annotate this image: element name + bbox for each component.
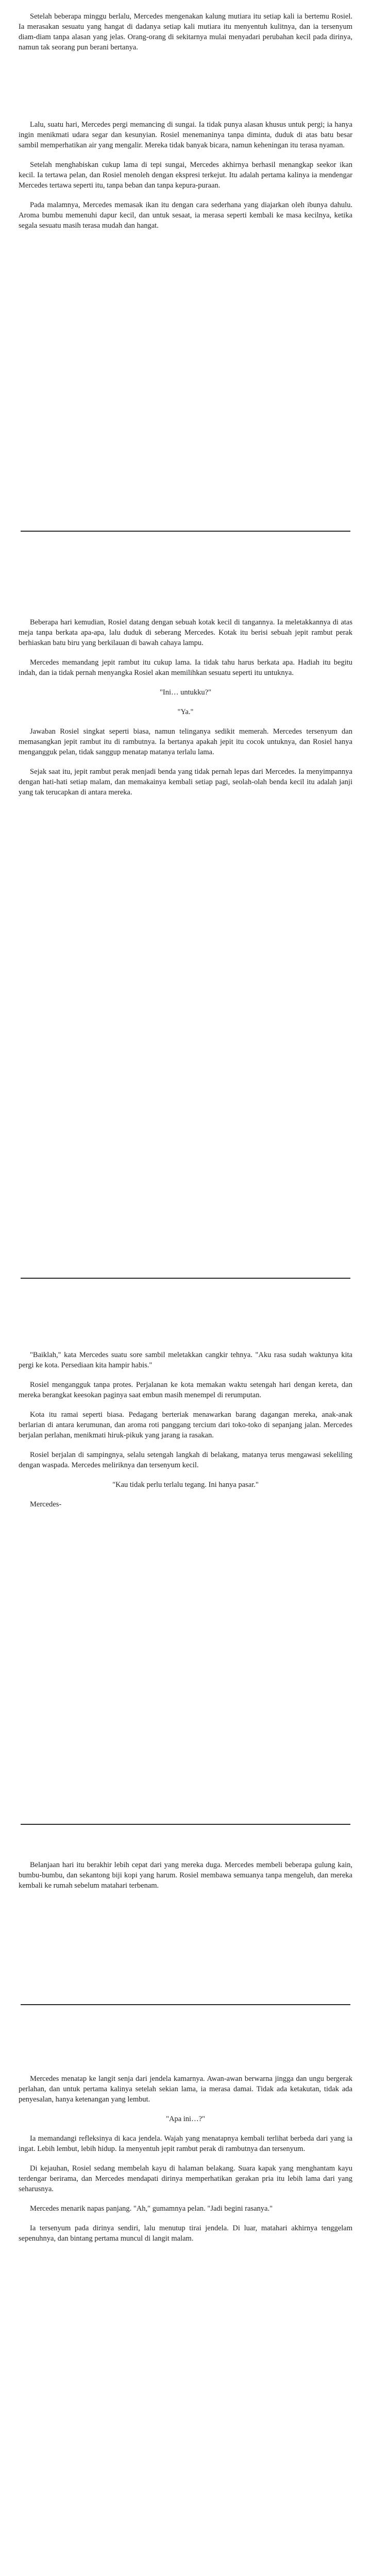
story-paragraph: Belanjaan hari itu berakhir lebih cepat dari yang mereka duga. Mercedes membeli beberapa gulung kain, bumbu-bumbu, dan sekantong biji kopi yang harum. Rosiel membawa semuanya tanpa mengeluh, dan mereka kembali ke rumah sebelum matahari terbenam. (19, 1861, 352, 1890)
story-paragraph: Kota itu ramai seperti biasa. Pedagang berteriak menawarkan barang dagangan mereka, anak-anak berlarian di antara kerumunan, dan aroma roti panggang tercium dari toko-toko di sepanjang jalan. Mercedes berjalan perlahan, menikmati hiruk-pikuk yang jarang ia rasakan. (19, 1411, 352, 1439)
story-paragraph: Di kejauhan, Rosiel sedang membelah kayu di halaman belakang. Suara kapak yang menghantam kayu terdengar berirama, dan Mercedes mendapati dirinya memperhatikan gerakan pria itu lebih lama dari yang seharusnya. (19, 2164, 352, 2193)
section-divider (21, 1278, 350, 1279)
story-paragraph: Pada malamnya, Mercedes memasak ikan itu dengan cara sederhana yang diajarkan oleh ibunya dahulu. Aroma bumbu memenuhi dapur kecil, dan untuk sesaat, ia merasa seperti kembali ke masa kecilnya, ketika segala sesuatu masih terasa mudah dan hangat. (19, 201, 352, 230)
dialogue-line: "Kau tidak perlu terlalu tegang. Ini hanya pasar." (112, 1481, 259, 1489)
story-paragraph: Mercedes menatap ke langit senja dari jendela kamarnya. Awan-awan berwarna jingga dan ungu bergerak perlahan, dan untuk pertama kalinya setelah sekian lama, ia merasa damai. Tidak ada ketakutan, tidak ada penyesalan, hanya ketenangan yang lembut. (19, 2075, 352, 2104)
story-paragraph: Sejak saat itu, jepit rambut perak menjadi benda yang tidak pernah lepas dari Mercedes. Ia menyimpannya dengan hati-hati setiap malam, dan memakainya kembali setiap pagi, seolah-olah benda kecil itu adalah janji yang tak terucapkan di antara mereka. (19, 768, 352, 796)
story-block-1 (19, 11, 352, 62)
story-block-4 (19, 1350, 352, 1519)
section-divider (21, 531, 350, 532)
story-paragraph: Ia memandangi refleksinya di kaca jendela. Wajah yang menatapnya kembali terlihat berbeda dari yang ia ingat. Lebih lembut, lebih hidup. Ia menyentuh jepit rambut perak di rambutnya dan tersenyum. (19, 2134, 352, 2153)
story-block-6 (19, 2074, 352, 2253)
story-paragraph: Mercedes memandang jepit rambut itu cukup lama. Ia tidak tahu harus berkata apa. Hadiah itu begitu indah, dan ia tidak pernah menyangka Rosiel akan memilihkan sesuatu seperti itu untuknya. (19, 658, 352, 677)
story-paragraph: Beberapa hari kemudian, Rosiel datang dengan sebuah kotak kecil di tangannya. Ia meletakkannya di atas meja tanpa berkata apa-apa, lalu duduk di seberang Mercedes. Kotak itu berisi sebuah jepit rambut perak berhiaskan batu biru yang berkilauan di bawah cahaya lampu. (19, 618, 352, 647)
story-paragraph: Jawaban Rosiel singkat seperti biasa, namun telinganya sedikit memerah. Mercedes tersenyum dan memasangkan jepit rambut itu di rambutnya. Ia bertanya apakah jepit itu cocok untuknya, dan Rosiel hanya mengangguk pelan, tidak sanggup menatap matanya terlalu lama. (19, 727, 352, 756)
story-paragraph: Mercedes menarik napas panjang. "Ah," gumamnya pelan. "Jadi begini rasanya." (30, 2205, 273, 2213)
dialogue-line: "Ya." (177, 708, 194, 716)
story-block-5 (19, 1860, 352, 1900)
story-paragraph: Setelah menghabiskan cukup lama di tepi sungai, Mercedes akhirnya berhasil menangkap seekor ikan kecil. Ia tertawa pelan, dan Rosiel menoleh dengan ekspresi terkejut. Itu adalah pertama kalinya ia mendengar Mercedes tertawa seperti itu, tanpa beban dan tanpa kepura-puraan. (19, 161, 352, 190)
dialogue-line: "Apa ini…?" (166, 2115, 205, 2123)
story-paragraph: Ia tersenyum pada dirinya sendiri, lalu menutup tirai jendela. Di luar, matahari akhirnya tenggelam sepenuhnya, dan bintang pertama muncul di langit malam. (19, 2224, 352, 2243)
story-block-3 (19, 617, 352, 807)
story-block-2 (19, 120, 352, 240)
story-paragraph: Mercedes- (30, 1500, 62, 1509)
story-paragraph: Rosiel berjalan di sampingnya, selalu setengah langkah di belakang, matanya terus mengawasi sekeliling dengan waspada. Mercedes meliriknya dan tersenyum kecil. (19, 1451, 352, 1469)
story-paragraph: "Baiklah," kata Mercedes suatu sore sambil meletakkan cangkir tehnya. "Aku rasa sudah waktunya kita pergi ke kota. Persediaan kita hampir habis." (19, 1351, 352, 1369)
story-paragraph: Setelah beberapa minggu berlalu, Mercedes mengenakan kalung mutiara itu setiap kali ia bertemu Rosiel. Ia merasakan sesuatu yang hangat di dadanya setiap kali mutiara itu menyentuh kulitnya, dan ia tersenyum diam-diam tanpa alasan yang jelas. Orang-orang di sekitarnya mulai menyadari perubahan kecil pada dirinya, namun tak seorang pun berani bertanya. (19, 12, 352, 52)
story-paragraph: Lalu, suatu hari, Mercedes pergi memancing di sungai. Ia tidak punya alasan khusus untuk pergi; ia hanya ingin menikmati udara segar dan kesunyian. Rosiel menemaninya tanpa diminta, duduk di atas batu besar sambil memperhatikan air yang mengalir. Mereka tidak banyak bicara, namun keheningan itu terasa nyaman. (19, 121, 352, 149)
story-paragraph: Rosiel mengangguk tanpa protes. Perjalanan ke kota memakan waktu setengah hari dengan kereta, dan mereka berangkat keesokan paginya saat embun masih menempel di rerumputan. (19, 1381, 352, 1399)
section-divider (21, 1824, 350, 1825)
dialogue-line: "Ini… untukku?" (159, 688, 212, 697)
section-divider (21, 2004, 350, 2005)
